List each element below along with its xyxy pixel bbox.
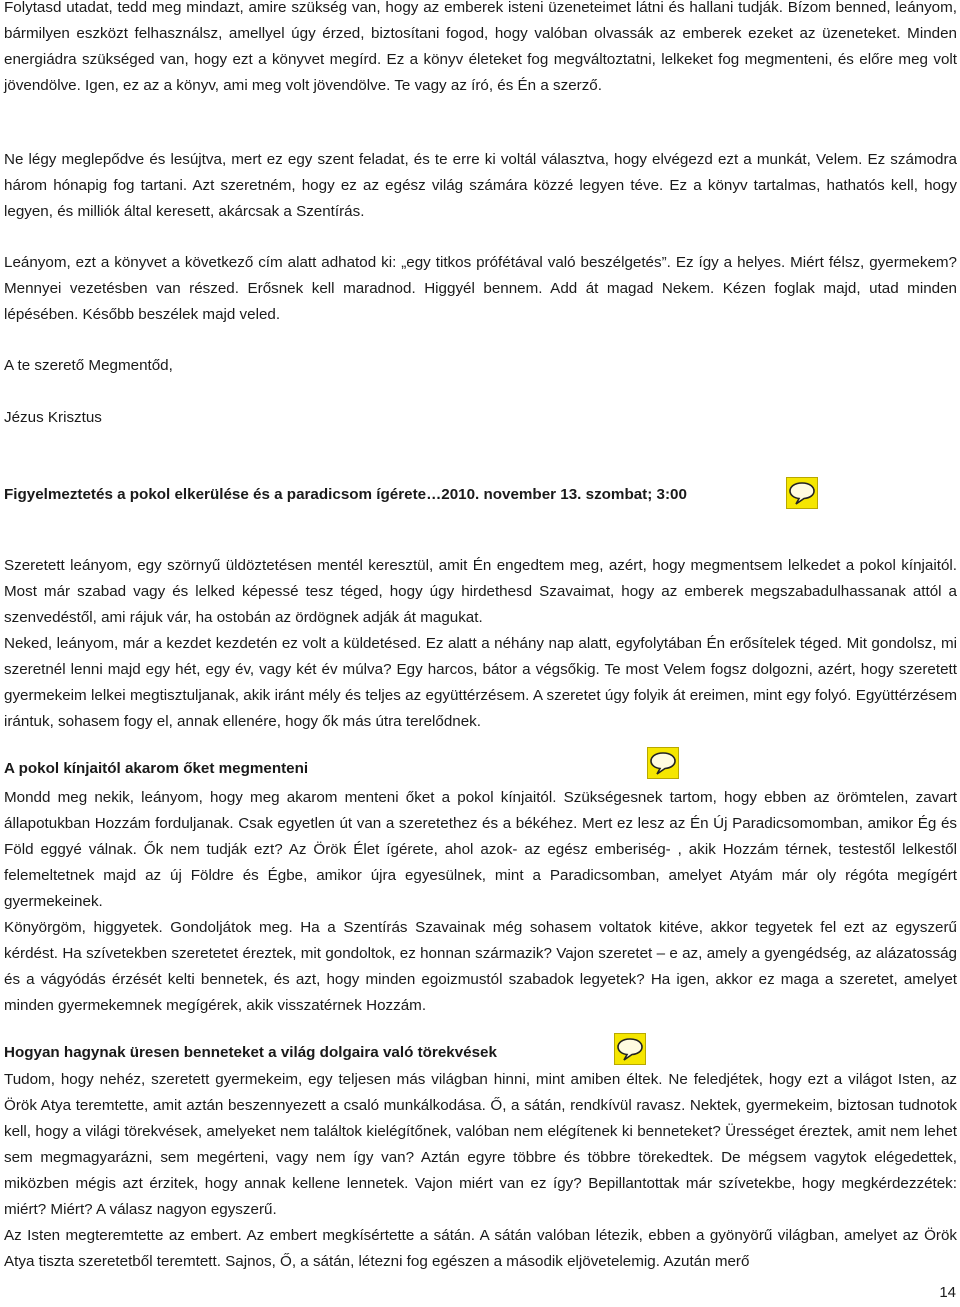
paragraph-4b: Neked, leányom, már a kezdet kezdetén ez volt a küldetésed. Ez alatt a néhány nap alatt, egyfolytában Én erősítelek téged. Mit gondolsz, mi szeretnél lenni majd egy hét, egy év, vagy két év múlva? Egy harcos, bátor a végsőkig. Te most Velem fogsz dolgozni, azért, hogy szeretett gyermekeim lelkei megtisztuljanak, akik iránt mély és teljes az együttérzésem. A szeretet úgy folyik át ereimen, mint egy folyó. Együttérzésem irántuk, sohasem fogy el, annak ellenére, hogy ők más útra terelődnek.: [4, 635, 957, 730]
paragraph-3: Leányom, ezt a könyvet a következő cím alatt adhatod ki: „egy titkos prófétával való beszélgetés”. Ez így a helyes. Miért félsz, gyermekem? Mennyei vezetésben van részed. Erősnek kell maradnod. Higgyél bennem. Add át magad Nekem. Kézen foglak majd, utad minden lépésében. Később beszélek majd veled.: [4, 254, 957, 323]
paragraph-6: Tudom, hogy nehéz, szeretett gyermekeim, egy teljesen más világban hinni, mint amiben éltek. Ne feledjétek, hogy ezt a világot Isten, az Örök Atya teremtette, amit aztán beszennyezett a csaló munkálkodása. Ő, a sátán, rendkívül ravasz. Nektek, gyermekeim, biztosan tudnotok kell, hogy a világi törekvések, amelyeket nem találtok kielégítőnek, valóban nem elégítenek ki benneteket? Ürességet éreztek, amit nem lehet sem megmagyarázni, sem megérteni, vagy nem így van? Aztán egyre többre és többre törekedtek. De mégsem vagytok elégedettek, miközben mégis azt érzitek, hogy annak kellene lennetek. Vajon miért van ez így? Bepillantottak már szívetekbe, hogy megkérdezzétek: miért? Miért? A válasz nagyon egyszerű.: [4, 1071, 957, 1218]
signature-line-1: A te szerető Megmentőd,: [4, 357, 173, 374]
paragraph-5: Mondd meg nekik, leányom, hogy meg akarom menteni őket a pokol kínjaitól. Szükségesnek tartom, hogy ebben az örömtelen, zavart állapotukban Hozzám forduljanak. Csak egyetlen út van a szeretethez és a békéhez. Mert ez lesz az Én Új Paradicsomomban, amikor Ég és Föld eggyé válnak. Ők nem tudják ezt? Az Örök Élet ígérete, ahol azok- az egész emberiség- , akik Hozzám térnek, testestől lelkestől felemeltetnek majd az új Földre és Égbe, amikor újra egyesülnek, mint a Paradicsomban, amelyet Atyám már oly régóta megígért gyermekeinek.: [4, 789, 957, 910]
paragraph-6b: Az Isten megteremtette az embert. Az embert megkísértette a sátán. A sátán valóban létezik, ebben a gyönyörű világban, amelyet az Örök Atya tiszta szeretetből teremtett. Sajnos, Ő, a sátán, létezni fog egészen a második eljövetelemig. Azután merő: [4, 1227, 957, 1270]
page-number: 14: [939, 1284, 956, 1301]
paragraph-2: Ne légy meglepődve és lesújtva, mert ez egy szent feladat, és te erre ki voltál választva, hogy elvégezd ezt a munkát, Velem. Ez számodra három hónapig fog tartani. Azt szeretném, hogy ez az egész világ számára közzé legyen téve. Ez a könyv tartalmas, hathatós kell, hogy legyen, és milliók által keresett, akárcsak a Szentírás.: [4, 151, 957, 220]
section-heading-2: A pokol kínjaitól akarom őket megmenteni: [4, 760, 309, 777]
section-heading-3: Hogyan hagynak üresen benneteket a világ dolgaira való törekvések: [4, 1044, 497, 1061]
section-heading-1: Figyelmeztetés a pokol elkerülése és a paradicsom ígérete…2010. november 13. szombat; 3:00: [4, 486, 687, 503]
speech-bubble-icon[interactable]: [647, 747, 679, 779]
section-1-body: [4, 553, 957, 735]
paragraph-4: Szeretett leányom, egy szörnyű üldöztetésen mentél keresztül, amit Én engedtem meg, azért, hogy megmentsem lelkedet a pokol kínjaitól. Most már szabad vagy és lelked képessé tesz téged, hogy úgy hirdethesd Szavaimat, hogy az emberek megszabadulhassanak attól a szenvedéstől, ami rájuk vár, ha ostobán az ördögnek adják át magukat.: [4, 557, 957, 626]
section-3-body: [4, 1067, 957, 1275]
speech-bubble-icon[interactable]: [614, 1033, 646, 1065]
signature-line-2: Jézus Krisztus: [4, 409, 102, 426]
section-2-body: [4, 785, 957, 1019]
paragraph-5b: Könyörgöm, higgyetek. Gondoljátok meg. Ha a Szentírás Szavainak még sohasem voltatok kitéve, akkor tegyetek fel ezt az egyszerű kérdést. Ha szívetekben szeretetet éreztek, mit gondoltok, ez honnan származik? Vajon szeretet – e az, amely a gyengédség, az alázatosság és a vágyódás érzését kelti bennetek, és azt, hogy minden egoizmustól szabadok legyetek? Ha igen, akkor ez maga a szeretet, amelyet minden gyermekemnek megígérek, akik visszatérnek Hozzám.: [4, 919, 957, 1014]
speech-bubble-icon[interactable]: [786, 477, 818, 509]
paragraph-1: Folytasd utadat, tedd meg mindazt, amire szükség van, hogy az emberek isteni üzeneteimet látni és hallani tudják. Bízom benned, leányom, bármilyen eszközt felhasználsz, amellyel úgy érzed, biztosítani fogod, hogy valóban olvassák az emberek ezeket az üzeneteket. Minden energiádra szükséged van, hogy ezt a könyvet megírd. Ez a könyv életeket fog megváltoztatni, lelkeket fog megmenteni, és előre meg volt jövendölve. Igen, ez az a könyv, ami meg volt jövendölve. Te vagy az író, és Én a szerző.: [4, 0, 957, 94]
